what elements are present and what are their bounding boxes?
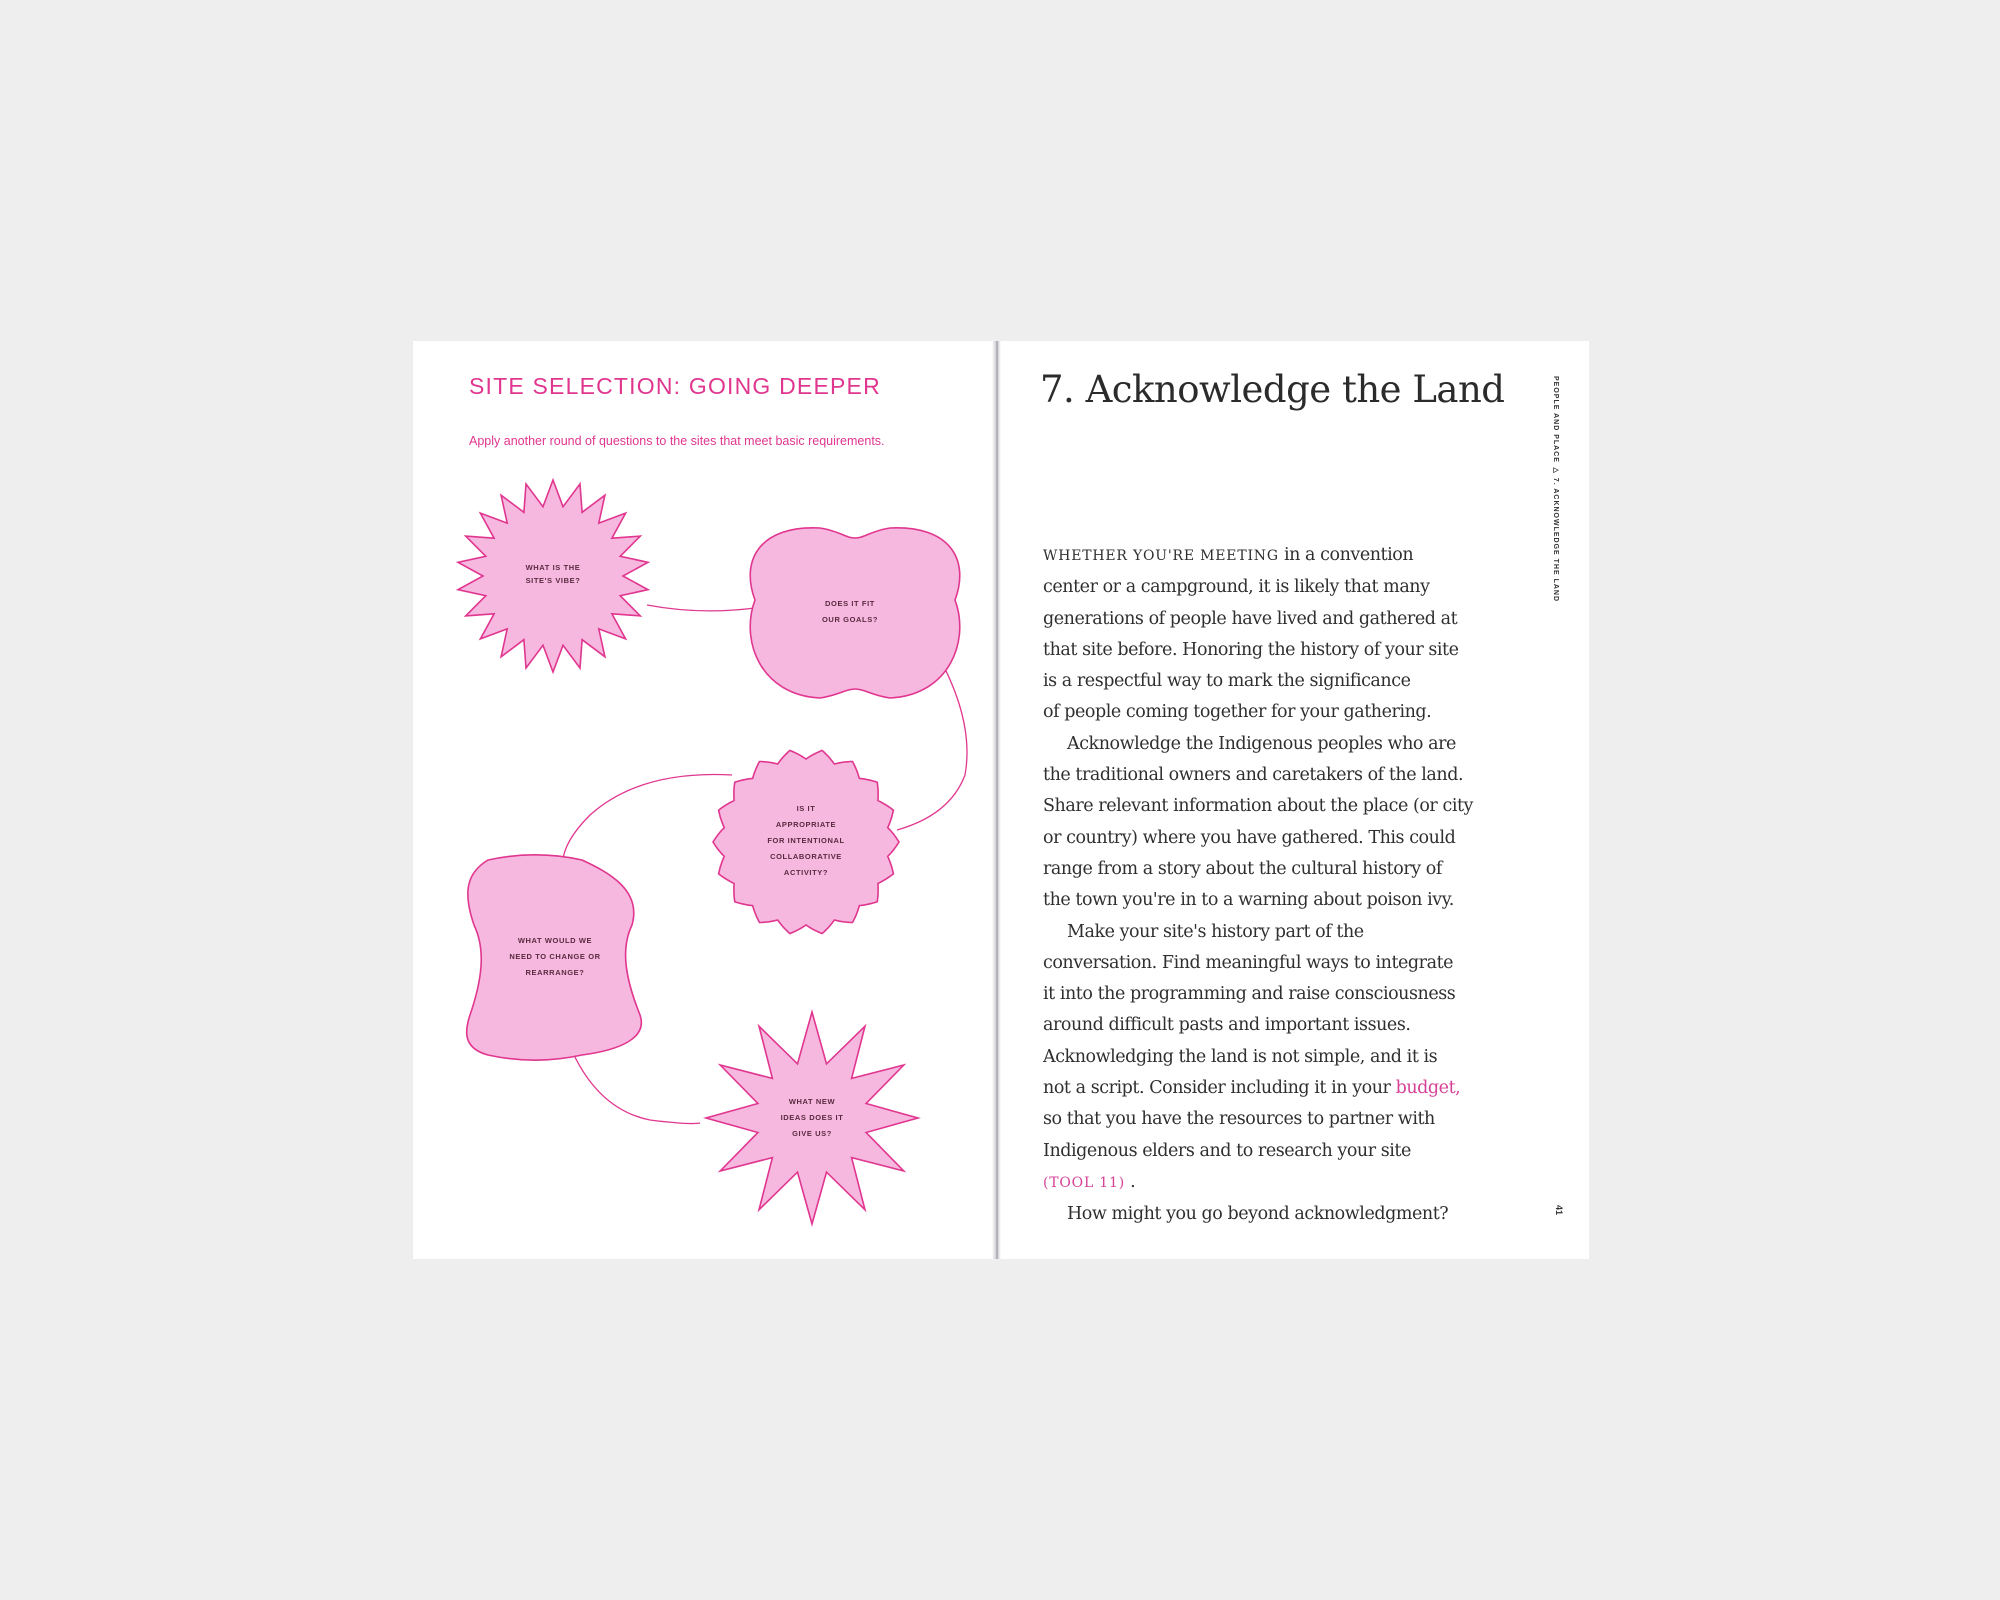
body-line: How might you go beyond acknowledgment? (1067, 1204, 1449, 1225)
chapter-title: 7. Acknowledge the Land (1040, 368, 1505, 411)
body-line: that site before. Honoring the history of your site (1043, 639, 1459, 660)
page-number: 41 (1554, 1205, 1564, 1216)
body-line: Share relevant information about the place (or city (1043, 796, 1473, 817)
body-line: conversation. Find meaningful ways to integrate (1043, 952, 1454, 973)
body-line: so that you have the resources to partner with (1043, 1109, 1435, 1130)
diagram-title: SITE SELECTION: GOING DEEPER (469, 373, 881, 399)
body-line: the town you're in to a warning about poison ivy. (1043, 890, 1454, 911)
body-line: around difficult pasts and important issues. (1043, 1015, 1411, 1036)
body-line: it into the programming and raise consciousness (1043, 984, 1456, 1005)
connector-line (573, 1053, 700, 1124)
goals-question-blob (750, 528, 960, 698)
connector-line (563, 775, 732, 869)
body-line: Acknowledging the land is not simple, and it is (1043, 1046, 1438, 1067)
body-line: is a respectful way to mark the significance (1043, 671, 1411, 692)
body-text (1043, 540, 1543, 1231)
body-line: center or a campground, it is likely that many (1043, 577, 1430, 598)
body-line: (TOOL 11) . (1043, 1171, 1136, 1192)
shape-label: IS IT APPROPRIATE FOR INTENTIONAL COLLABORATIVE ACTIVITY? (767, 804, 845, 877)
diagram-subtitle: Apply another round of questions to the sites that meet basic requirements. (469, 434, 885, 448)
body-line: Acknowledge the Indigenous peoples who are (1067, 733, 1456, 754)
body-line: range from a story about the cultural history of (1043, 858, 1442, 879)
shape-label: DOES IT FIT OUR GOALS? (822, 599, 878, 624)
body-line: Indigenous elders and to research your site (1043, 1140, 1411, 1161)
shape-label: WHAT WOULD WE NEED TO CHANGE OR REARRANGE? (509, 936, 601, 977)
shape-label: WHAT IS THE SITE'S VIBE? (525, 563, 581, 585)
body-line: of people coming together for your gathering. (1043, 702, 1432, 723)
body-line: or country) where you have gathered. This could (1043, 827, 1456, 848)
tool-11-link[interactable]: (TOOL 11) (1043, 1174, 1125, 1191)
body-line: generations of people have lived and gathered at (1043, 608, 1458, 629)
budget-link[interactable]: budget, (1395, 1078, 1461, 1099)
body-line: WHETHER YOU'RE MEETING in a convention (1043, 545, 1414, 565)
lead-in-smallcaps: WHETHER YOU'RE MEETING (1043, 548, 1279, 564)
shape-label: WHAT NEW IDEAS DOES IT GIVE US? (780, 1097, 844, 1138)
connector-line (647, 605, 755, 611)
body-line: not a script. Consider including it in your budget, (1043, 1078, 1461, 1099)
body-line: the traditional owners and caretakers of the land. (1043, 765, 1464, 786)
running-head: PEOPLE AND PLACE ▷ 7. ACKNOWLEDGE THE LAND (1552, 376, 1559, 603)
body-line: Make your site's history part of the (1067, 921, 1364, 942)
